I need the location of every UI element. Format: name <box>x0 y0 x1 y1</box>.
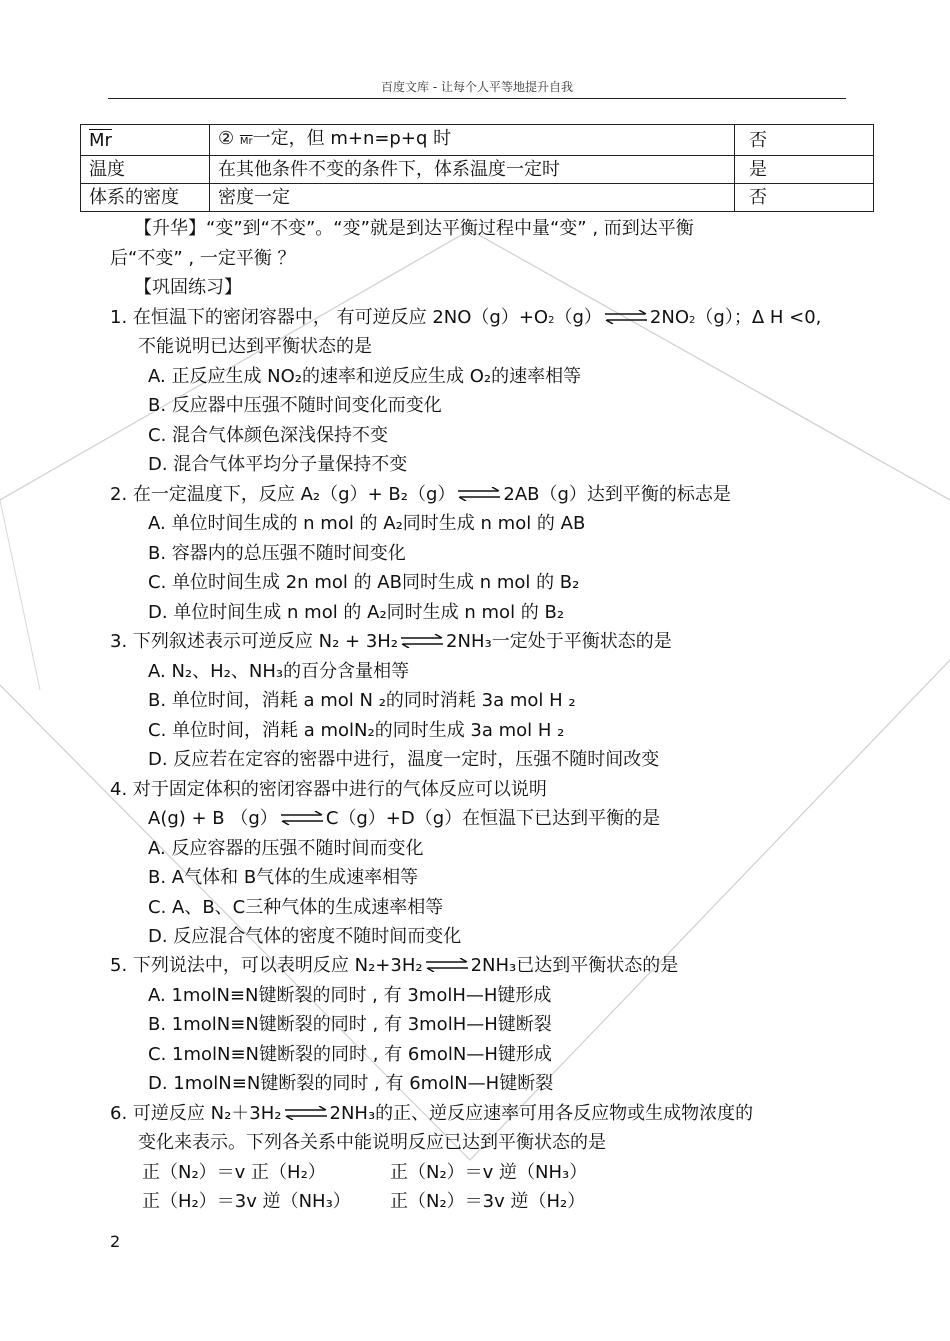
criteria-table <box>80 124 874 212</box>
question-5-option: C. 1molN≡N键断裂的同时 , 有 6molN—H键形成 <box>148 1044 552 1065</box>
question-4-option: B. A气体和 B气体的生成速率相等 <box>148 867 419 888</box>
question-3-option: C. 单位时间，消耗 a molN₂的同时生成 3a mol H ₂ <box>148 720 565 741</box>
table-cell: Mr <box>81 125 210 156</box>
table-cell: 温度 <box>81 156 210 184</box>
question-3-option: B. 单位时间，消耗 a mol N ₂的同时消耗 3a mol H ₂ <box>148 690 576 711</box>
question-6-relation: 正（N₂）＝3v 逆（H₂） <box>390 1191 586 1212</box>
question-1-option: C. 混合气体颜色深浅保持不变 <box>148 425 389 446</box>
table-cell: 否 <box>735 125 874 156</box>
page-header: 百度文库 - 让每个人平等地提升自我 <box>381 80 573 94</box>
question-4-option: D. 反应混合气体的密度不随时间而变化 <box>148 926 462 947</box>
table-cell: 在其他条件不变的条件下，体系温度一定时 <box>210 156 735 184</box>
equilibrium-arrow-icon <box>280 811 324 825</box>
equilibrium-arrow-icon <box>284 1106 328 1120</box>
equilibrium-arrow-icon <box>425 958 469 972</box>
question-6-relation: 正（N₂）＝v 正（H₂） <box>142 1162 326 1183</box>
question-5-option: D. 1molN≡N键断裂的同时 , 有 6molN—H键断裂 <box>148 1073 554 1094</box>
table-cell: 是 <box>735 156 874 184</box>
question-1-option: B. 反应器中压强不随时间变化而变化 <box>148 395 442 416</box>
table-cell: 否 <box>735 184 874 212</box>
question-2-option: C. 单位时间生成 2n mol 的 AB同时生成 n mol 的 B₂ <box>148 572 580 593</box>
question-3-option: D. 反应若在定容的密器中进行，温度一定时，压强不随时间改变 <box>148 749 660 770</box>
equilibrium-arrow-icon <box>604 310 648 324</box>
question-6-relation: 正（N₂）＝v 逆（NH₃） <box>390 1162 588 1183</box>
question-4-stem-2: A(g) + B （g） C（g）+D（g）在恒温下已达到平衡的是 <box>148 808 661 829</box>
question-3-stem: 3. 下列叙述表示可逆反应 N₂ + 3H₂ 2NH₃一定处于平衡状态的是 <box>110 631 672 652</box>
question-5-stem: 5. 下列说法中，可以表明反应 N₂+3H₂ 2NH₃已达到平衡状态的是 <box>110 955 679 976</box>
question-2-option: B. 容器内的总压强不随时间变化 <box>148 543 406 564</box>
equilibrium-arrow-icon <box>457 487 501 501</box>
page-number: 2 <box>110 1232 121 1251</box>
question-2-stem: 2. 在一定温度下，反应 A₂（g）+ B₂（g） 2AB（g）达到平衡的标志是 <box>110 484 731 505</box>
question-5-option: B. 1molN≡N键断裂的同时 , 有 3molH—H键断裂 <box>148 1014 552 1035</box>
question-3-option: A. N₂、H₂、NH₃的百分含量相等 <box>148 661 410 682</box>
question-4-option: A. 反应容器的压强不随时间而变化 <box>148 838 424 859</box>
practice-title: 【巩固练习】 <box>134 277 242 298</box>
question-2-option: D. 单位时间生成 n mol 的 A₂同时生成 n mol 的 B₂ <box>148 602 565 623</box>
table-row <box>81 156 874 184</box>
question-5-option: A. 1molN≡N键断裂的同时 , 有 3molH—H键形成 <box>148 985 552 1006</box>
question-6-stem-2: 变化来表示。下列各关系中能说明反应已达到平衡状态的是 <box>138 1132 606 1153</box>
question-6-relation: 正（H₂）＝3v 逆（NH₃） <box>142 1191 351 1212</box>
question-6-stem: 6. 可逆反应 N₂＋3H₂ 2NH₃的正、逆反应速率可用各反应物或生成物浓度的 <box>110 1103 754 1124</box>
question-1-stem: 1. 在恒温下的密闭容器中， 有可逆反应 2NO（g）+O2（g） 2NO2（g）；Δ H <0, <box>110 307 822 328</box>
question-4-option: C. A、B、C三种气体的生成速率相等 <box>148 897 444 918</box>
header-divider <box>108 98 846 99</box>
sublimation-line-1: 【升华】“变”到“不变”。“变”就是到达平衡过程中量“变” , 而到达平衡 <box>134 218 694 239</box>
question-1-option: A. 正反应生成 NO₂的速率和逆反应生成 O₂的速率相等 <box>148 366 582 387</box>
table-cell: ② Mr一定，但 m+n=p+q 时 <box>210 125 735 156</box>
question-4-stem: 4. 对于固定体积的密闭容器中进行的气体反应可以说明 <box>110 779 547 800</box>
table-cell: 密度一定 <box>210 184 735 212</box>
equilibrium-arrow-icon <box>400 634 444 648</box>
sublimation-line-2: 后“不变” , 一定平衡 ？ <box>110 248 296 269</box>
question-1-option: D. 混合气体平均分子量保持不变 <box>148 454 408 475</box>
table-row <box>81 125 874 156</box>
table-cell: 体系的密度 <box>81 184 210 212</box>
question-2-option: A. 单位时间生成的 n mol 的 A₂同时生成 n mol 的 AB <box>148 513 586 534</box>
question-1-stem-2: 不能说明已达到平衡状态的是 <box>138 336 372 357</box>
table-row <box>81 184 874 212</box>
